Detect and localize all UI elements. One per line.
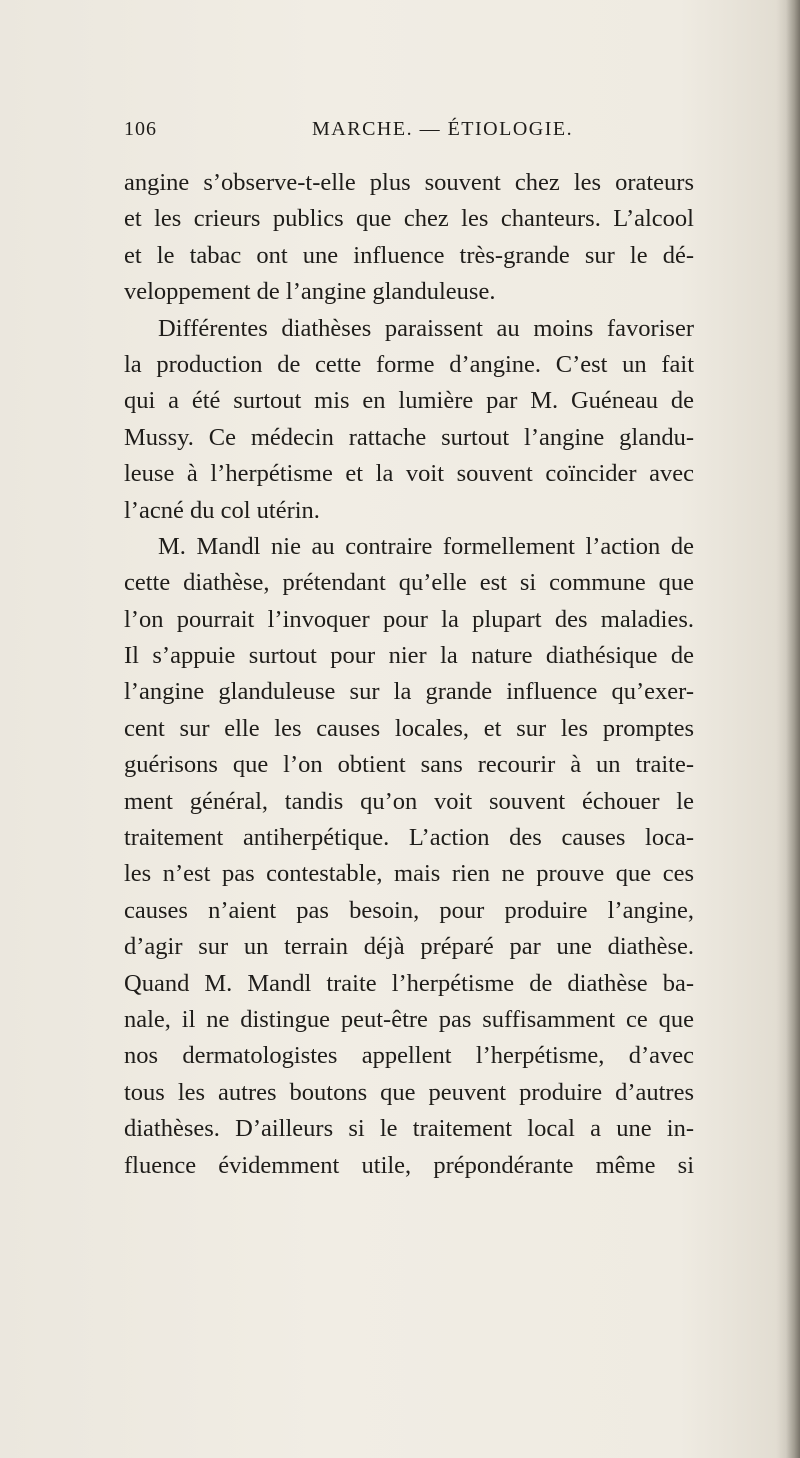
text-line: cette diathèse, prétendant qu’elle est si commune que [124,569,694,597]
text-line: nos dermatologistes appellent l’herpétisme, d’avec [124,1042,694,1070]
text-line: nale, il ne distingue peut-être pas suffisamment ce que [124,1005,694,1033]
text-line: causes n’aient pas besoin, pour produire l’angine, [124,896,694,924]
text-line: qui a été surtout mis en lumière par M. Guéneau de [124,387,694,415]
text-line: et le tabac ont une influence très-grande sur le dé- [124,241,694,269]
text-line: la production de cette forme d’angine. C’est un fait [124,350,694,378]
text-line: diathèses. D’ailleurs si le traitement local a une in- [124,1115,694,1143]
text-line: les n’est pas contestable, mais rien ne prouve que ces [124,860,694,888]
text-line: fluence évidemment utile, prépondérante même si [124,1151,694,1179]
body-text [124,165,694,1184]
text-line: l’on pourrait l’invoquer pour la plupart des maladies. [124,605,694,633]
running-head: MARCHE. — ÉTIOLOGIE. [312,118,574,140]
text-line: veloppement de l’angine glanduleuse. [124,278,496,306]
page-number: 106 [124,118,157,140]
text-line: l’acné du col utérin. [124,496,320,524]
text-line: cent sur elle les causes locales, et sur les promptes [124,714,694,742]
text-line: et les crieurs publics que chez les chanteurs. L’alcool [124,205,694,233]
text-line: l’angine glanduleuse sur la grande influence qu’exer- [124,678,694,706]
text-line: Mussy. Ce médecin rattache surtout l’angine glandu- [124,423,694,451]
text-line: Quand M. Mandl traite l’herpétisme de diathèse ba- [124,969,694,997]
text-line: traitement antiherpétique. L’action des causes loca- [124,824,694,852]
page-edge-shadow [786,0,800,1458]
text-line: ment général, tandis qu’on voit souvent échouer le [124,787,694,815]
text-line: guérisons que l’on obtient sans recourir à un traite- [124,751,694,779]
text-line: Il s’appuie surtout pour nier la nature diathésique de [124,642,694,670]
text-line: Différentes diathèses paraissent au moins favoriser [158,314,694,342]
text-line: M. Mandl nie au contraire formellement l’action de [158,532,694,560]
text-line: leuse à l’herpétisme et la voit souvent coïncider avec [124,460,694,488]
text-line: d’agir sur un terrain déjà préparé par une diathèse. [124,933,694,961]
page-header [124,118,694,148]
text-line: angine s’observe-t-elle plus souvent chez les orateurs [124,169,694,196]
text-line: tous les autres boutons que peuvent produire d’autres [124,1078,694,1106]
